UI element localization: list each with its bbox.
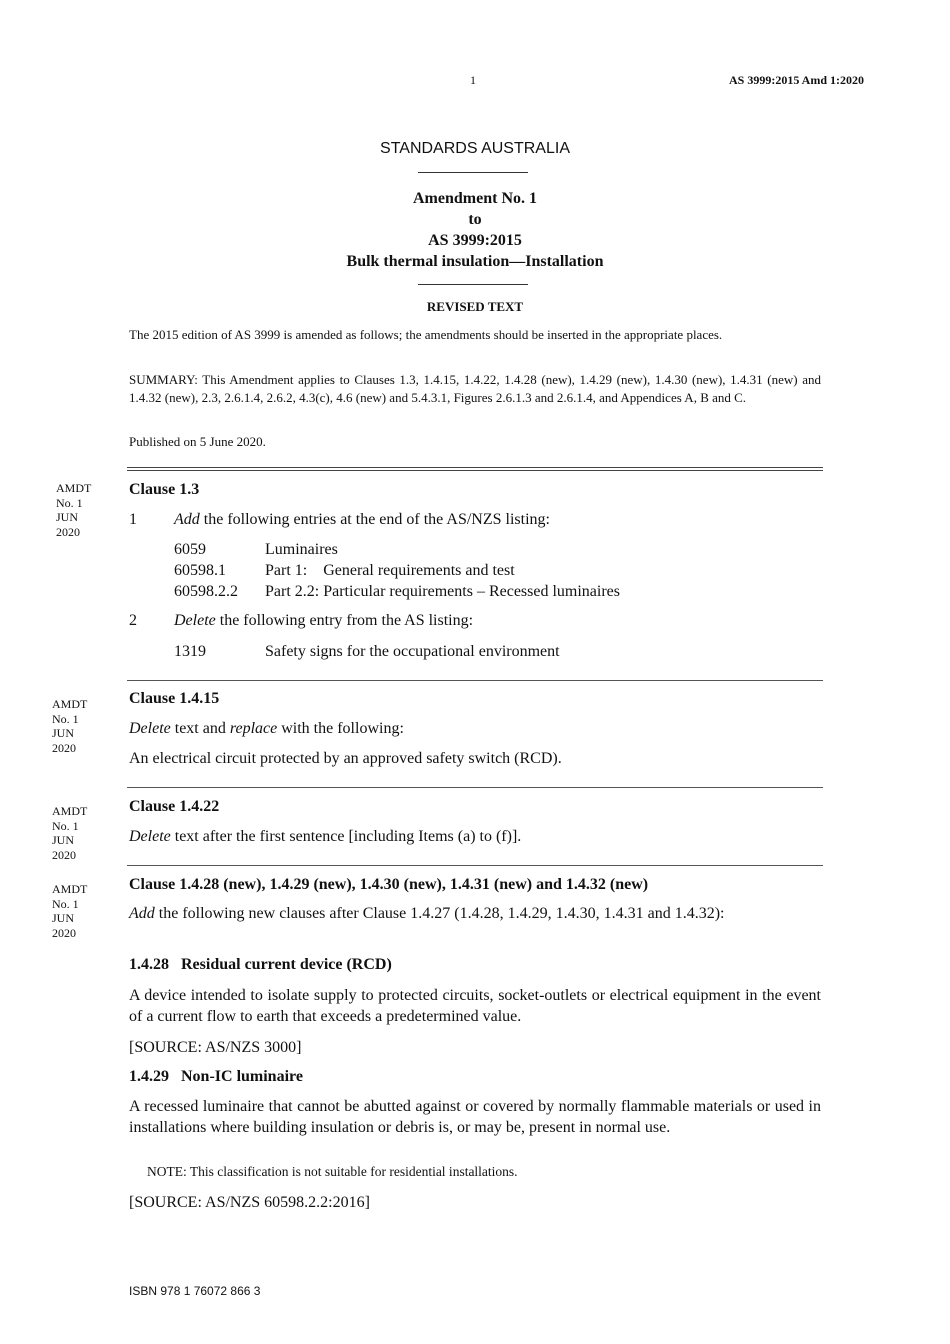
clause-instruction: Delete text and replace with the following:: [129, 720, 404, 737]
item-number: 2: [129, 612, 137, 629]
definition-source: [SOURCE: AS/NZS 60598.2.2:2016]: [129, 1194, 370, 1211]
page-number: 1: [470, 73, 476, 87]
title-line-2: to: [468, 211, 482, 228]
published-date: Published on 5 June 2020.: [129, 434, 266, 449]
definition-heading: 1.4.29 Non-IC luminaire: [129, 1068, 303, 1085]
item-number: 1: [129, 511, 137, 528]
section-divider: [127, 680, 823, 681]
section-divider: [127, 467, 823, 468]
title-line-4: Bulk thermal insulation—Installation: [346, 253, 604, 270]
clause-instruction: Add the following new clauses after Clause 1.4.27 (1.4.28, 1.4.29, 1.4.30, 1.4.31 and 1.4.32):: [129, 905, 725, 922]
intro-paragraph: The 2015 edition of AS 3999 is amended as follows; the amendments should be inserted in the appropriate places.: [129, 327, 723, 342]
section-divider: [127, 787, 823, 788]
clause-text: An electrical circuit protected by an approved safety switch (RCD).: [129, 750, 562, 767]
title-divider: [418, 284, 528, 285]
reference-row: 60598.1 Part 1: General requirements and test: [174, 562, 515, 579]
summary-paragraph: SUMMARY: This Amendment applies to Clauses 1.3, 1.4.15, 1.4.22, 1.4.28 (new), 1.4.29 (new), 1.4.30 (new), 1.4.31 (new) and 1.4.32 (new), 2.3, 2.6.1.4, 2.6.2, 4.3(c), 4.6 (new) and 5.4.3.1, Figures 2.6.1.3 and 2.6.1.4, and Appendices A, B and C.: [129, 372, 821, 405]
clause-heading: Clause 1.3: [129, 481, 200, 498]
amendment-margin-tag: AMDT No. 1 JUN 2020: [56, 481, 92, 539]
revised-text-label: REVISED TEXT: [426, 299, 524, 314]
title-line-1: Amendment No. 1: [413, 190, 537, 207]
reference-list: [174, 641, 560, 662]
definition-text: A recessed luminaire that cannot be abutted against or covered by normally flammable materials or used in installations where building insulation or debris is, or may be, present in normal use.: [129, 1098, 821, 1136]
clause-heading: Clause 1.4.28 (new), 1.4.29 (new), 1.4.30 (new), 1.4.31 (new) and 1.4.32 (new): [129, 876, 649, 893]
definition-heading: 1.4.28 Residual current device (RCD): [129, 956, 392, 973]
reference-row: 6059 Luminaires: [174, 541, 338, 558]
title-divider: [418, 172, 528, 173]
definition-note: NOTE: This classification is not suitable for residential installations.: [147, 1164, 518, 1179]
clause-instruction: Delete text after the first sentence [including Items (a) to (f)].: [129, 828, 522, 845]
organization-name: STANDARDS AUSTRALIA: [380, 140, 570, 157]
item-instruction: Add the following entries at the end of the AS/NZS listing:: [174, 511, 550, 528]
item-instruction: Delete the following entry from the AS listing:: [174, 612, 474, 629]
section-divider: [127, 865, 823, 866]
section-divider: [127, 470, 823, 471]
amendment-title: [0, 188, 950, 272]
title-line-3: AS 3999:2015: [428, 232, 522, 249]
reference-row: 1319 Safety signs for the occupational environment: [174, 643, 560, 660]
definition-text: A device intended to isolate supply to protected circuits, socket-outlets or electrical equipment in the event of a current flow to earth that exceeds a predetermined value.: [129, 987, 821, 1025]
clause-heading: Clause 1.4.22: [129, 798, 220, 815]
amendment-margin-tag: AMDT No. 1 JUN 2020: [52, 804, 88, 862]
amendment-margin-tag: AMDT No. 1 JUN 2020: [52, 882, 88, 940]
isbn: ISBN 978 1 76072 866 3: [129, 1284, 261, 1298]
reference-row: 60598.2.2 Part 2.2: Particular requirements – Recessed luminaires: [174, 583, 621, 600]
reference-list: [174, 539, 620, 602]
document-id: AS 3999:2015 Amd 1:2020: [728, 73, 864, 87]
amendment-margin-tag: AMDT No. 1 JUN 2020: [52, 697, 88, 755]
definition-source: [SOURCE: AS/NZS 3000]: [129, 1039, 302, 1056]
clause-heading: Clause 1.4.15: [129, 690, 220, 707]
